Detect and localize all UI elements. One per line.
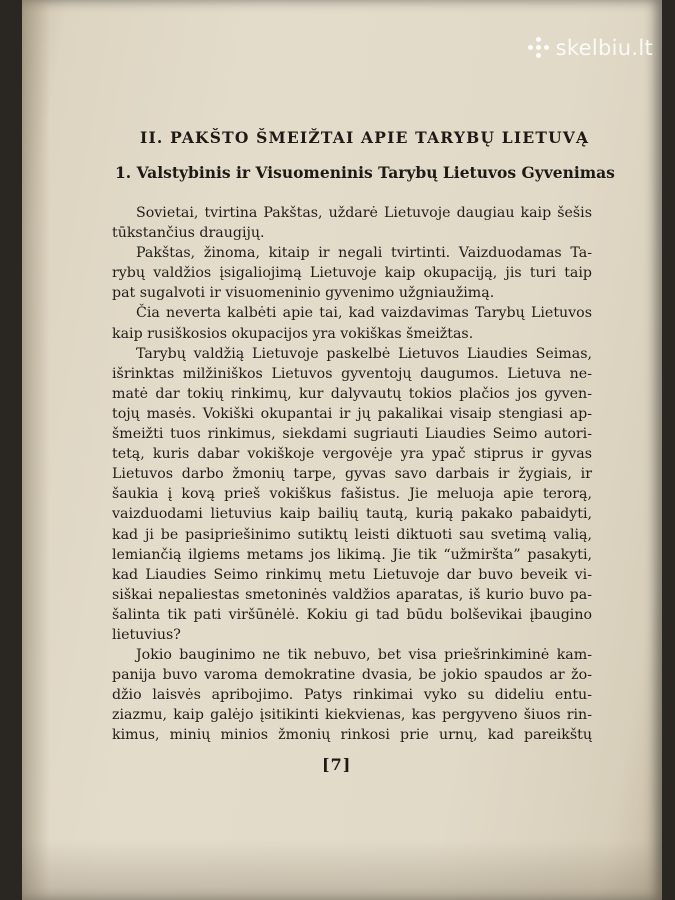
watermark-text: skelbiu.lt [555,36,653,60]
text-line: džio laisvės apribojimo. Patys rinkimai vyko su dideliu entu- [112,687,592,704]
text-line: tūkstančius draugijų. [112,225,265,242]
page-bottom-shadow [22,840,662,900]
text-line: kaip rusiškosios okupacijos yra vokiškas šmeižtas. [112,325,474,342]
subsection-heading: 1. Valstybinis ir Visuomeninis Tarybų Lietuvos Gyvenimas [115,163,615,182]
text-line: šalinta tik pati viršūnėlė. Kokiu gi tad būdu bolševikai įbaugino [112,606,592,623]
text-line: pat sugalvoti ir visuomeninio gyvenimo užgniaužimą. [112,285,495,302]
text-line: rybų valdžios įsigaliojimą Lietuvoje kaip okupaciją, jis turi taip [112,265,592,282]
text-line: Pakštas, žinoma, kitaip ir negali tvirtinti. Vaizduodamas Ta- [136,245,592,262]
body-text [112,203,592,746]
text-line: išrinktas milžiniškos Lietuvos gyventojų daugumos. Lietuva ne- [112,365,592,382]
text-line: tojų masės. Vokiški okupantai ir jų pakalikai visaip stengiasi ap- [112,405,592,422]
skelbiu-logo-icon [528,37,550,59]
text-line: Lietuvos darbo žmonių tarpe, gyvas savo darbais ir žygiais, ir [112,466,592,483]
text-line: Tarybų valdžią Lietuvoje paskelbė Lietuvos Liaudies Seimas, [136,345,592,362]
page-binding-shadow [22,0,50,900]
text-line: lietuvius? [112,626,181,643]
text-line: kad Liaudies Seimo rinkimų metu Lietuvoje dar buvo beveik vi- [112,566,592,583]
text-line: vaizduodami lietuvius kaip bailių tautą, kurią pakako pabaidyti, [112,506,592,523]
text-line: siškai nepaliestas smetoninės valdžios aparatas, iš kurio buvo pa- [112,586,592,603]
text-line: Čia neverta kalbėti apie tai, kad vaizdavimas Tarybų Lietuvos [136,305,592,322]
text-line: matė dar tokių rinkimų, kur dalyvautų tokios plačios jos gyven- [112,385,592,402]
watermark [528,36,653,60]
text-line: tetą, kuris dabar vokiškoje vergovėje yra ypač stiprus ir gyvas [112,446,592,463]
book-page [22,0,662,900]
text-line: Sovietai, tvirtina Pakštas, uždarė Lietuvoje daugiau kaip šešis [136,205,592,221]
text-line: šmeižti tuos rinkimus, siekdami sugriauti Liaudies Seimo autori- [112,426,592,443]
text-line: lemiančią ilgiems metams jos likimą. Jie tik “užmiršta” pasakyti, [112,546,592,563]
text-line: panija buvo varoma demokratine dvasia, be jokio spaudos ar žo- [112,667,592,684]
text-line: ziazmu, kaip galėjo įsitikinti kiekvienas, kas pergyveno šiuos rin- [112,707,592,724]
section-heading: II. PAKŠTO ŠMEIŽTAI APIE TARYBŲ LIETUVĄ [140,128,590,147]
text-line: Jokio bauginimo ne tik nebuvo, bet visa priešrinkiminė kam- [136,647,592,664]
text-line: kimus, minių minios žmonių rinkosi prie urnų, kad pareikštų [112,727,592,744]
text-line: kad ji be pasipriešinimo sutiktų leisti diktuoti sau svetimą valią, [112,526,592,543]
text-line: šaukia į kovą prieš vokiškus fašistus. Jie meluoja apie terorą, [112,486,592,503]
page-number: [7] [322,755,352,774]
